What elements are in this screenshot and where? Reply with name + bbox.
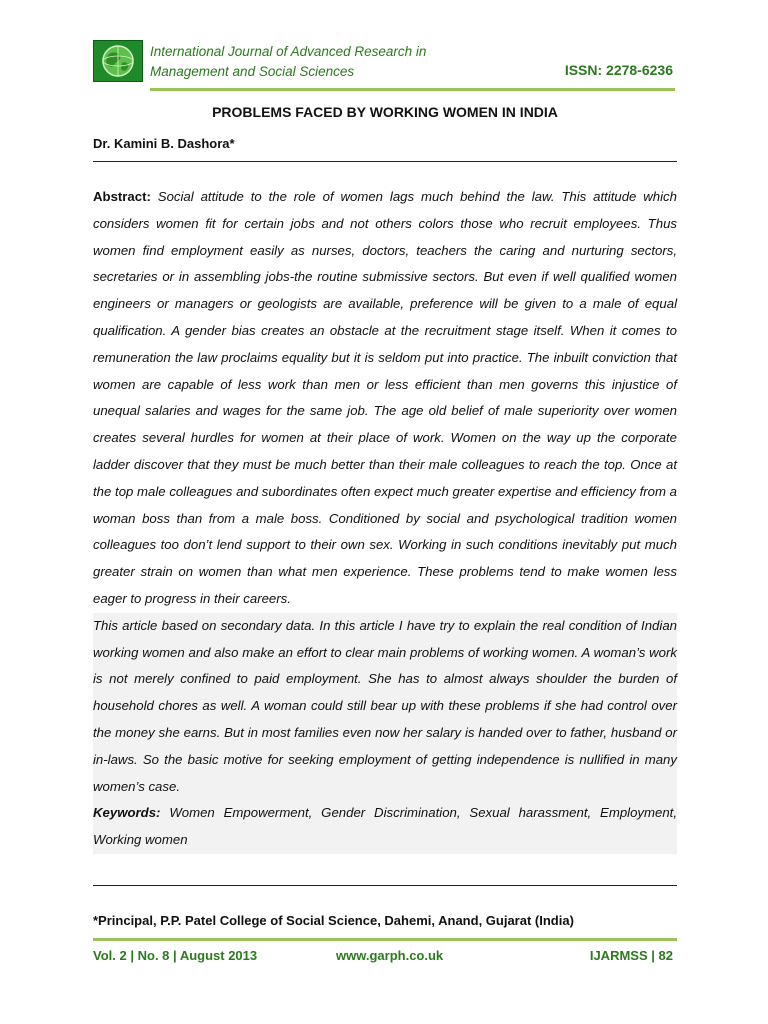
author-footnote: *Principal, P.P. Patel College of Social Science, Dahemi, Anand, Gujarat (India): [93, 913, 574, 928]
page-number-info: [590, 948, 673, 963]
abstract-bottom-rule: [93, 885, 677, 886]
globe-icon: [93, 40, 143, 82]
page-footer: [93, 948, 677, 968]
header-divider: [150, 88, 675, 91]
abstract-section: [93, 184, 677, 854]
abstract-top-rule: [93, 161, 677, 162]
journal-name-line2: Management and Social Sciences: [150, 64, 355, 79]
volume: Vol. 2: [93, 948, 127, 963]
keywords-paragraph: [93, 800, 677, 854]
footer-divider: [93, 938, 677, 941]
separator: |: [651, 948, 655, 963]
separator: |: [173, 948, 177, 963]
issn: ISSN: 2278-6236: [564, 62, 673, 78]
abstract-label: Abstract: [93, 189, 147, 204]
keywords-text: Women Empowerment, Gender Discrimination, Sexual harassment, Employment, Working women: [93, 805, 677, 848]
abstract-paragraph-2: This article based on secondary data. In this article I have try to explain the real condition of Indian working women and also make an effort to clear main problems of working women. A woman’s work is not merely confined to paid employment. She has to almost always shoulder the burden of household chores as well. A woman could still bear up with these problems if she had control over the money she earns. But in most families even now her salary is handed over to father, husband or in-laws. So the basic motive for seeking employment of getting independence is nullified in many women’s case.: [93, 617, 677, 794]
website-link[interactable]: www.garph.co.uk: [336, 948, 444, 963]
author-name: Dr. Kamini B. Dashora*: [93, 136, 235, 151]
issue-date: August 2013: [179, 948, 258, 963]
abstract-paragraph-1: [93, 184, 677, 613]
issue-info: [93, 948, 257, 963]
journal-abbreviation: IJARMSS: [589, 948, 648, 963]
journal-header: [93, 38, 677, 84]
abstract-text-1: Social attitude to the role of women lags much behind the law. This attitude which considers women fit for certain jobs and not others colors those who recruit employees. Thus women find employment easily as nurses, doctors, teachers the caring and nurturing sectors, secretaries or in assembling jobs-the routine submissive sectors. But even if well qualified women engineers or managers or geologists are available, preference will be given to a male of equal qualification. A gender bias creates an obstacle at the recruitment stage itself. When it comes to remuneration the law proclaims equality but it is seldom put into practice. The inbuilt conviction that women are capable of less work than men or less efficient than men governs this injustice of unequal salaries and wages for the same job. The age old belief of male superiority over women creates several hurdles for women at their place of work. Women on the way up the corporate ladder discover that they must be much better than their male colleagues to reach the top. Once at the top male colleagues and subordinates often expect much greater expertise and efficiency from a woman boss than from a male boss. Conditioned by social and psychological tradition women colleagues too don’t lend support to their own sex. Working in such conditions inevitably put much greater strain on women than what men experience. These problems tend to make women less eager to progress in their careers.: [93, 189, 677, 606]
paper-title: PROBLEMS FACED BY WORKING WOMEN IN INDIA: [212, 104, 558, 120]
keywords-label: Keywords:: [93, 805, 161, 821]
separator: |: [130, 948, 134, 963]
journal-name: [150, 42, 530, 82]
issue-number: No. 8: [137, 948, 170, 963]
abstract-shaded-block: [93, 613, 677, 854]
abstract-colon: :: [146, 189, 151, 204]
page-number: 82: [658, 948, 673, 963]
journal-name-line1: International Journal of Advanced Research in: [150, 44, 427, 59]
